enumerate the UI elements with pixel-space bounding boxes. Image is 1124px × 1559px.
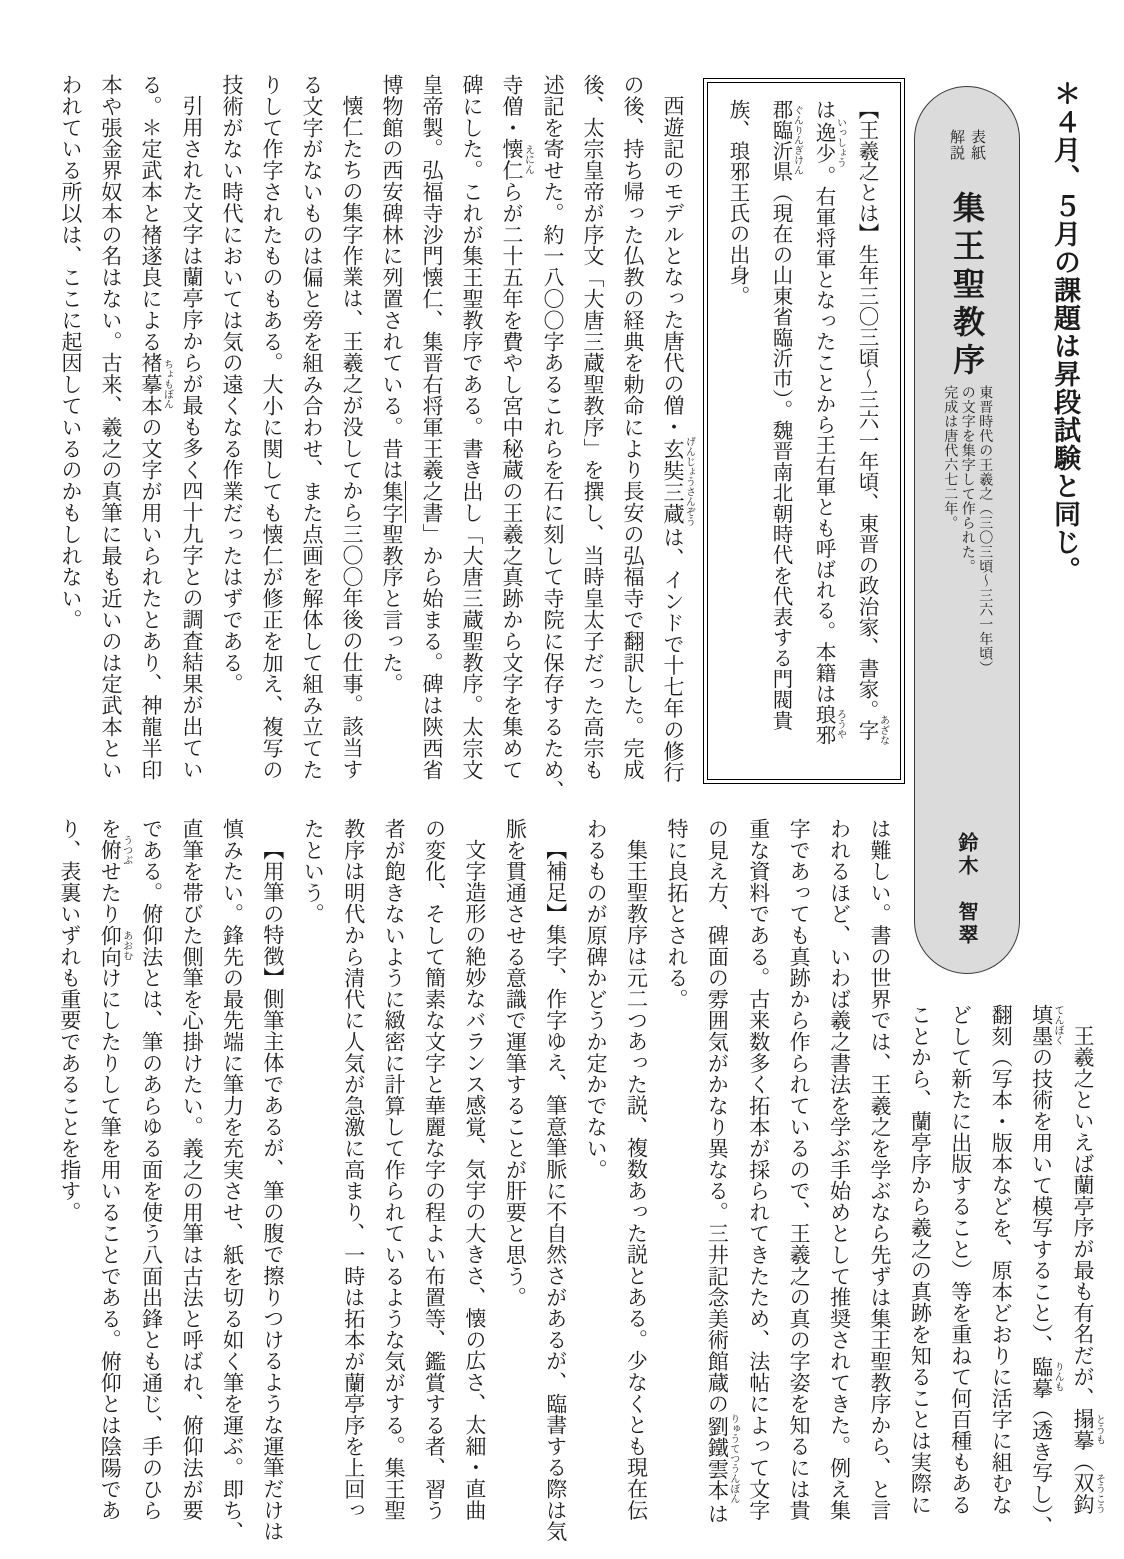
text-line: 脈を貫通させる意識で運筆することが肝要と思う。 bbox=[503, 818, 528, 1308]
text-line: 王羲之といえば蘭亭序が最も有名だが、搨摹とうも（双鈎そうこう bbox=[1071, 1025, 1105, 1515]
ruby-annotated-word: 郡臨沂県ぐんりんぎけん bbox=[769, 99, 803, 182]
text-line: わるものが原碑かどうか定かでない。 bbox=[584, 818, 609, 1181]
page-header-note: ＊４月、５月の課題は昇段試験と同じ。 bbox=[1049, 80, 1080, 584]
text-line: 【補足】集字、作字ゆえ、筆意筆脈に不自然さがあるが、臨書する際は気 bbox=[543, 839, 568, 1542]
text-line: 西遊記のモデルとなった唐代の僧・玄奘三蔵げんじょうさんぞうは、インドで十七年の修行 bbox=[661, 95, 695, 784]
text-line: 翻刻（写本・版本などを、原本どおりに活字に組むな bbox=[989, 1004, 1014, 1516]
text-line: 特に良拓とされる。 bbox=[664, 818, 689, 1010]
text-line: を俯うつぶせたり仰向あおむけにしたりして筆を用いることである。俯仰とは陰陽であ bbox=[98, 818, 132, 1521]
text-line: の見え方、碑面の雰囲気がかなり異なる。三井記念美術館蔵の劉鐵雲本りゅうてつうんぼんは bbox=[705, 818, 739, 1525]
text-line: 族、琅邪王氏の出身。 bbox=[726, 99, 750, 306]
subtitle-line: 完成は唐代六七二年。 bbox=[942, 385, 959, 530]
ruby-annotated-word: 劉鐵雲本りゅうてつうんぼん bbox=[705, 1413, 739, 1504]
text-line: である。俯仰法とは、筆のあらゆる面を使う八面出鋒とも通じ、手のひら bbox=[139, 818, 164, 1521]
subtitle-line: 東晋時代の王羲之（三〇三頃～三六一年頃） bbox=[977, 385, 994, 675]
ruby-annotated-word: 填墨てんぼく bbox=[1029, 1004, 1064, 1047]
profile-box bbox=[703, 78, 905, 784]
top-text-block bbox=[52, 74, 694, 810]
text-line: 博物館の西安碑林に列置されている。昔は集字聖教序と言った。 bbox=[380, 74, 404, 695]
text-line: 懐仁たちの集字作業は、王羲之が没してから三〇〇年後の仕事。該当す bbox=[340, 95, 364, 780]
corner-label-commentary: 解説 bbox=[948, 129, 966, 161]
text-line: 【王羲之とは】生年三〇三頃～三六一年頃、東晋の政治家、書家。字あざな bbox=[855, 99, 889, 746]
text-line: 【用筆の特徴】側筆主体であるが、筆の腹で擦りつけるような運筆だけは bbox=[260, 839, 285, 1542]
text-line: ことから、蘭亭序から羲之の真跡を知ることは実際に bbox=[908, 1004, 933, 1516]
ruby-annotated-word: 玄奘三蔵げんじょうさんぞう bbox=[661, 436, 695, 527]
text-line: 教序は明代から清代に人気が急激に高まり、一時は拓本が蘭亭序を上回っ bbox=[341, 818, 366, 1521]
text-line: の変化、そして簡素な文字と華麗な字の程よい布置等、鑑賞する者、習う bbox=[422, 818, 447, 1521]
text-line: 慎みたい。鋒先の最先端に筆力を充実させ、紙を切る如く筆を運ぶ。即ち、 bbox=[220, 818, 245, 1543]
text-line: たという。 bbox=[301, 818, 326, 925]
ruby-annotated-word: 逸少いっしょう bbox=[812, 117, 846, 168]
text-line: 技術がない時代においては気の遠くなる作業だったはずである。 bbox=[220, 74, 244, 695]
ruby-annotated-word: 仰向あおむ bbox=[98, 924, 132, 968]
text-line: 者が飽きないように緻密に計算して作られているような気がする。集王聖 bbox=[382, 818, 407, 1521]
text-line: 引用された文字は蘭亭序からが最も多く四十九字との調査結果が出てい bbox=[180, 95, 204, 780]
text-line: われている所以は、ここに起因しているのかもしれない。 bbox=[59, 74, 83, 631]
text-line: 重な資料である。古来数多く拓本が採られてきたため、法帖によって文字 bbox=[746, 818, 771, 1521]
text-line: 後、太宗皇帝が序文「大唐三蔵聖教序」を撰し、当時皇太子だった高宗も bbox=[581, 74, 605, 781]
ruby-annotated-word: 褚摹本ちょもぼん bbox=[139, 352, 173, 417]
text-line: 直筆を帯びた側筆を心掛けたい。義之の用筆は古法と呼ばれ、俯仰法が要 bbox=[180, 818, 205, 1521]
article-title: 集王聖教序 bbox=[948, 191, 986, 381]
ruby-annotated-word: 懐仁えにん bbox=[500, 138, 534, 182]
text-line: 本や張金界奴本の名はない。古来、羲之の真筆に最も近いのは定武本とい bbox=[99, 74, 123, 781]
cover-pill-corner-labels bbox=[946, 129, 988, 161]
ruby-annotated-word: 琅邪ろうや bbox=[812, 703, 846, 746]
profile-box-text bbox=[708, 83, 896, 779]
text-line: の後、持ち帰った仏教の経典を勅命により長安の弘福寺で翻訳した。完成 bbox=[621, 74, 645, 781]
text-line: われるほど、いわば羲之書法を学ぶ手始めとして推奨されてきた。例え集 bbox=[827, 818, 852, 1521]
ruby-annotated-word: 臨摹りんも bbox=[1029, 1355, 1064, 1399]
text-line: 郡臨沂県ぐんりんぎけん（現在の山東省臨沂市）。魏晋南北朝時代を代表する門閥貴 bbox=[769, 99, 803, 731]
text-line: どして新たに出版すること）等を重ねて何百種もある bbox=[948, 1004, 973, 1516]
text-line: りして作字されたものもある。大小に関しても懐仁が修正を加え、複写の bbox=[260, 74, 284, 781]
text-line: る。＊定武本と褚遂良による褚摹本ちょもぼんの文字が用いられたとあり、神龍半印 bbox=[139, 74, 173, 781]
profile-box-inner-frame bbox=[707, 82, 901, 780]
text-line: 寺僧・懐仁えにんらが二十五年を費やし宮中秘蔵の王羲之真跡から文字を集めて bbox=[500, 74, 534, 781]
ruby-annotated-word: 俯うつぶ bbox=[98, 834, 132, 865]
corner-label-cover: 表紙 bbox=[969, 129, 987, 161]
text-line: 皇帝製。弘福寺沙門懐仁、集晋右将軍王羲之書」から始まる。碑は陝西省 bbox=[420, 74, 444, 781]
text-line: は逸少いっしょう。右軍将軍となったことから王右軍とも呼ばれる。本籍は琅邪ろうや bbox=[812, 99, 846, 746]
text-line: 碑にした。これが集王聖教序である。書き出し「大唐三蔵聖教序。太宗文 bbox=[460, 74, 484, 781]
text-line: は難しい。書の世界では、王羲之を学ぶなら先ずは集王聖教序から、と言 bbox=[867, 818, 892, 1521]
ruby-annotated-word: 搨摹とうも bbox=[1071, 1408, 1105, 1452]
text-line: り、表裏いずれも重要であることを指す。 bbox=[57, 818, 82, 1223]
article-author: 鈴木 智翠 bbox=[955, 832, 979, 947]
ruby-annotated-word: 字あざな bbox=[855, 715, 889, 746]
ruby-annotated-word: 双鈎そうこう bbox=[1071, 1472, 1105, 1515]
text-line: 字であっても真跡から作られているので、王羲之の真の字姿を知るには貴 bbox=[787, 818, 812, 1521]
article-subtitle bbox=[941, 385, 994, 675]
bottom-text-block bbox=[52, 818, 1104, 1558]
text-line: 集王聖教序は元二つあった説、複数あった説とある。少なくとも現在伝 bbox=[624, 839, 649, 1521]
text-line: る文字がないものは偏と旁を組み合わせ、また点画を解体して組み立てた bbox=[300, 74, 324, 781]
text-line: 文字造形の絶妙なバランス感覚、気宇の大きさ、懐の広さ、太細・直曲 bbox=[462, 839, 487, 1521]
text-line: 填墨てんぼくの技術を用いて模写すること）、臨摹りんも（透き写し）、 bbox=[1029, 1004, 1064, 1537]
subtitle-line: の文字を集字して作られた。 bbox=[959, 385, 976, 574]
text-line: 述記を寄せた。約一八〇〇字あるこれらを石に刻して寺院に保存するため、 bbox=[541, 74, 565, 802]
